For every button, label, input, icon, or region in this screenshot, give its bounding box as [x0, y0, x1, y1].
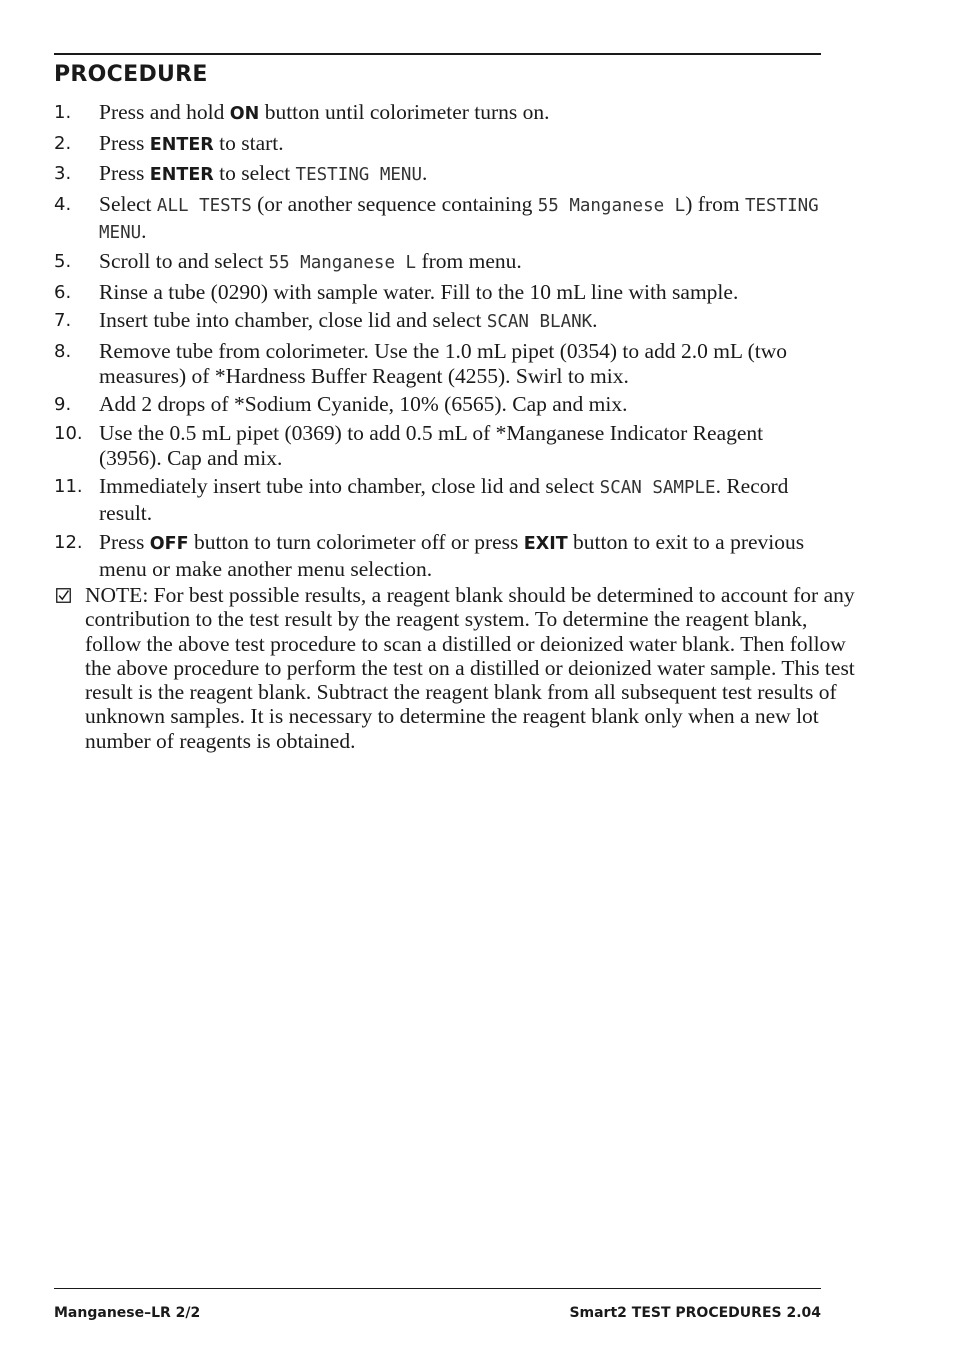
procedure-step — [54, 474, 824, 526]
step-text-run: Use the 0.5 mL pipet (0369) to add 0.5 mL of *Manganese Indicator Reagent (3956). Cap and mix. — [99, 420, 764, 470]
step-text-run: button to turn colorimeter off or press — [188, 529, 524, 554]
step-number: 5. — [54, 251, 72, 272]
step-text-run: ) from — [685, 191, 745, 216]
bottom-rule — [54, 1288, 821, 1289]
step-text — [99, 421, 763, 470]
step-text-run: Immediately insert tube into chamber, close lid and select — [99, 474, 600, 498]
step-text-run: Add 2 drops of *Sodium Cyanide, 10% (6565). Cap and mix. — [99, 392, 628, 416]
step-number: 9. — [54, 394, 72, 415]
key-label: ON — [229, 104, 260, 124]
step-text-run: Press — [99, 161, 150, 185]
step-text-run: . — [592, 308, 598, 332]
note-text: NOTE: For best possible results, a reagent blank should be determined to account for any contribution to the test result by the reagent system. To determine the reagent blank, follow the above test procedure to scan a distilled or deionized water blank. Then follow the above procedure to perform the test on a distilled or deionized water sample. This test result is the reagent blank. Subtract the reagent blank from all subsequent test results of unknown samples. It is necessary to determine the reagent blank only when a new lot number of reagents is obtained. — [85, 583, 855, 753]
step-text — [99, 308, 598, 332]
step-text-run: . — [421, 161, 428, 185]
step-text-run: button to exit to a previous menu or make another menu selection. — [99, 529, 805, 581]
step-number: 3. — [54, 163, 72, 184]
step-text-run: . Record result. — [99, 474, 789, 525]
step-text-run: Press — [99, 130, 150, 155]
step-text-run: to start. — [213, 130, 284, 155]
step-text-run: to select — [213, 161, 296, 185]
step-text-run: Press — [99, 529, 150, 554]
step-text-run: Remove tube from colorimeter. Use the 1.0 mL pipet (0354) to add 2.0 mL (two measures) of *Hardness Buffer Reagent (4255). Swirl to mix. — [99, 338, 788, 388]
screen-text: 55 Manganese L — [537, 195, 686, 216]
procedure-step — [54, 339, 824, 389]
screen-text: TESTING MENU — [99, 195, 819, 243]
step-number: 8. — [54, 340, 72, 362]
step-text — [99, 392, 628, 416]
step-text-run: Select — [99, 191, 157, 216]
step-text — [99, 131, 284, 155]
step-number: 12. — [54, 531, 83, 553]
procedure-steps — [54, 100, 824, 585]
procedure-step — [54, 392, 824, 417]
checkbox-checked-icon — [56, 588, 71, 603]
step-number: 11. — [54, 476, 83, 497]
screen-text: SCAN SAMPLE — [599, 478, 716, 498]
key-label: OFF — [149, 533, 189, 554]
step-text-run: Insert tube into chamber, close lid and select — [99, 308, 487, 332]
screen-text: 55 Manganese L — [268, 253, 417, 273]
step-text-run: button until colorimeter turns on. — [259, 100, 550, 124]
step-number: 2. — [54, 132, 72, 154]
procedure-step — [54, 161, 824, 188]
step-number: 7. — [54, 310, 72, 331]
procedure-step — [54, 249, 824, 276]
section-title: PROCEDURE — [54, 62, 208, 87]
step-text — [99, 100, 550, 124]
footer-test-name: Manganese–LR 2/2 — [54, 1305, 201, 1321]
key-label: ENTER — [149, 134, 214, 155]
step-text-run: Rinse a tube (0290) with sample water. Fill to the 10 mL line with sample. — [99, 279, 739, 304]
step-text-run: from menu. — [416, 249, 522, 273]
top-rule — [54, 53, 821, 55]
key-label: ENTER — [149, 165, 214, 185]
note-paragraph — [54, 583, 855, 753]
key-label: EXIT — [523, 533, 568, 554]
step-text — [99, 474, 788, 525]
step-text — [99, 249, 522, 273]
step-number: 1. — [54, 102, 72, 123]
procedure-step — [54, 421, 824, 471]
procedure-step — [54, 280, 824, 305]
step-number: 6. — [54, 281, 72, 303]
step-text-run: . — [141, 218, 147, 243]
procedure-step — [54, 100, 824, 127]
screen-text: ALL TESTS — [156, 195, 252, 216]
step-number: 10. — [54, 422, 83, 444]
step-text — [99, 339, 787, 388]
procedure-step — [54, 530, 824, 582]
step-text — [99, 280, 738, 304]
footer-manual-page: Smart2 TEST PROCEDURES 2.04 — [569, 1305, 821, 1321]
step-text — [99, 530, 804, 581]
step-text — [99, 161, 427, 185]
procedure-step — [54, 308, 824, 335]
screen-text: SCAN BLANK — [486, 312, 593, 332]
step-text-run: Press and hold — [99, 100, 230, 124]
screen-text: TESTING MENU — [295, 165, 422, 185]
step-text-run: (or another sequence containing — [251, 191, 538, 216]
step-text-run: Scroll to and select — [99, 249, 269, 273]
procedure-step — [54, 131, 824, 158]
procedure-step — [54, 192, 824, 246]
step-text — [99, 192, 819, 243]
step-number: 4. — [54, 193, 72, 215]
